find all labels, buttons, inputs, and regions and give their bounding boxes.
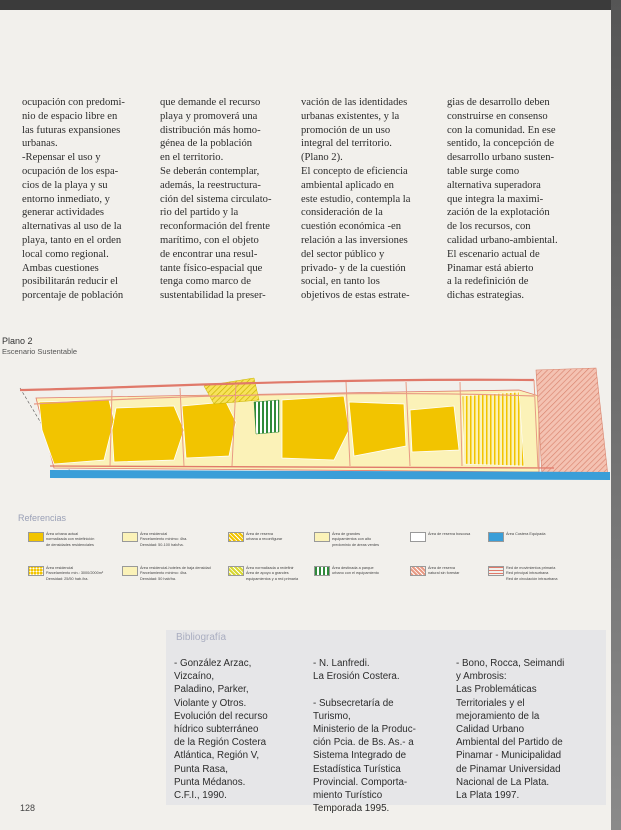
text-line: El escenario actual de [447,248,540,260]
bibliography-line: La Erosión Costera. [313,671,400,683]
text-line: que integra la maximi- [447,193,544,205]
legend-label-line: Área normalizada a redefinir [246,566,294,570]
bibliography-line: Calidad Urbano [456,724,525,736]
text-line: posibilitarán reducir el [22,276,118,288]
legend-label-line: predominio de áreas verdes [332,542,380,547]
text-line: sustentabilidad la preser- [160,290,266,302]
bibliography-line: - González Arzac, Vizcaíno, [174,658,252,683]
text-line: sentido, la concepción de [447,138,555,150]
bibliography-line: C.F.I., 1990. [174,790,227,802]
reserve-hatch-zone [204,378,259,404]
text-line: en el territorio. [160,152,224,164]
primary-road [20,380,534,390]
bibliography-line: Paladino, Parker, [174,684,249,696]
legend-label [332,532,412,548]
legend-swatch [228,566,244,576]
text-line: ambiental aplicado en [301,179,394,191]
bibliography-line: Territoriales y el [456,697,525,709]
legend-label-line: Densidad: 50 hab/ha. [140,576,177,581]
text-line: privado- y de la cuestión [301,262,406,274]
legend-label [506,566,586,582]
text-line: relación a las inversiones [301,234,408,246]
park-zone [254,400,279,434]
legend-swatch [28,566,44,576]
text-line: vación de las identidades [301,97,408,108]
text-line: marítimo, con el objeto [160,234,259,246]
bibliography-line: ción Pcia. de Bs. As.- a [313,737,414,749]
text-line: rio del partido y la [160,207,239,219]
text-line: construirse en consenso [447,110,548,122]
text-column-4 [447,96,577,303]
text-line: dichas estrategias. [447,290,525,302]
legend-swatch [228,532,244,542]
legend-title: Referencias [18,513,67,523]
legend-label-line: Densidad: 25/50 hab./ha. [46,576,89,581]
legend-label-line: Parcelamiento mínimo: 4ha. [140,537,188,542]
text-line: además, la reestructura- [160,179,261,191]
legend-swatch [314,532,330,542]
text-line: playa, tanto en el orden [22,234,122,246]
legend-label [332,566,412,577]
map-subtitle: Escenario Sustentable [2,347,78,356]
text-line: objetivos de estas estrate- [301,290,410,302]
legend-label [46,532,126,548]
text-line: cios de la playa y su [22,179,108,191]
text-line: social, en tanto los [301,276,380,288]
text-column-3 [301,96,427,303]
text-line: este estudio, contempla la [301,193,411,205]
text-column-2 [160,96,286,303]
bibliography-line: Temporada 1995. [313,803,390,815]
legend-label-line: de densidades residenciales [46,542,94,547]
text-line: desarrollo urbano susten- [447,152,555,164]
legend-label-line: equipamientos con alto [332,537,372,542]
text-line: que demande el recurso [160,97,261,108]
text-line: porcentaje de población [22,290,124,302]
text-line: Se deberán contemplar, [160,165,260,177]
text-line: con la comunidad. En ese [447,124,556,136]
bibliography-line: de Pinamar Universidad [456,763,561,775]
text-line: tante físico-espacial que [160,262,263,274]
text-line: génea de la población [160,138,253,150]
legend-label-line: urbano con el equipamiento [332,571,379,576]
text-line: playa y promoverá una [160,110,258,122]
legend-label-line: Área de reserva boscosa [428,532,471,536]
text-line: gias de desarrollo deben [447,97,550,108]
legend-swatch [314,566,330,576]
legend-swatch [28,532,44,542]
legend-label-line: Red de circulación intraurbana [506,576,558,581]
map-title: Plano 2 [2,336,33,346]
text-line: entorno inmediato, y [22,193,110,205]
text-line: ción del sistema circulato- [160,193,272,205]
text-line: promoción de un uso [301,124,391,136]
bibliography-line: mejoramiento de la [456,710,540,722]
bibliography-line: hídrico subterráneo [174,724,259,736]
residential-stripe-zone [462,392,524,466]
page-number: 128 [20,803,36,813]
bibliography-line: Estadística Turística [313,763,401,775]
text-line: (Plano 2). [301,152,343,164]
top-scan-edge [0,0,621,10]
bibliography-line: Nacional de La Plata. [456,776,550,788]
legend-label-line: Parcelamiento mín.: 3000/2000m² [46,571,104,576]
bibliography-line: Punta Rasa, [174,763,228,775]
text-column-1 [22,96,142,303]
natural-reserve-zone [536,368,608,476]
legend-label [506,532,586,537]
text-line: Pinamar está abierto [447,262,534,274]
bibliography-line [313,683,428,696]
text-line: integral del territorio. [301,138,392,150]
legend-swatch [410,566,426,576]
bibliography-line: La Plata 1997. [456,790,520,802]
sustainable-scenario-map [14,360,614,485]
text-line: calidad urbano-ambiental. [447,234,558,246]
text-line: alternativas al uso de la [22,221,122,233]
text-line: zación de la explotación [447,207,550,219]
bibliography-line: Ambiental del Partido de [456,737,563,749]
legend-label-line: Parcelamiento mínimo: 4ha. [140,571,188,576]
legend-label [140,532,220,548]
bibliography-line: miento Turístico [313,790,383,802]
text-line: ocupación con predomi- [22,97,125,108]
legend-label-line: natural sin forestar [428,571,460,576]
text-line: El concepto de eficiencia [301,165,408,177]
bibliography-line: Atlántica, Región V, [174,750,260,762]
legend-label-line: Área Costera Equipada [506,532,546,536]
bibliography-line: Pinamar - Municipalidad [456,750,562,762]
text-line: del sector público y [301,248,385,260]
legend-swatch [410,532,426,542]
text-line: de encontrar una resul- [160,248,258,260]
text-line: Ambas cuestiones [22,262,99,274]
text-line: a la redefinición de [447,276,529,288]
legend-label-line: Área residencial [140,532,168,536]
text-line: generar actividades [22,207,105,219]
text-line: nio de espacio libre en [22,110,118,122]
legend-label-line: Red principal intraurbana [506,571,549,576]
bibliography-column-2 [313,657,428,815]
legend-label-line: Área destinada a parque [332,566,374,570]
bibliography-line: Evolución del recurso [174,710,268,722]
bibliography-line: Provincial. Comporta- [313,776,408,788]
bibliography-line: Las Problemáticas [456,684,537,696]
text-line: distribución más homo- [160,124,261,136]
bibliography-line: - Subsecretaría de Turismo, [313,697,394,722]
text-line: local como regional. [22,248,109,260]
legend-label-line: Área de grandes [332,532,361,536]
legend-label [140,566,220,582]
legend-label-line: normalizada con redefinición [46,537,95,542]
map-legend [14,512,614,598]
text-line: ocupación de los espa- [22,165,119,177]
legend-label [46,566,126,582]
text-line: las futuras expansiones [22,124,121,136]
text-line: cuestión económica -en [301,221,402,233]
bibliography-column-1 [174,657,294,802]
legend-label-line: Área urbana actual [46,532,79,536]
legend-label-line: Red de movimientos primaria [506,566,556,570]
bibliography-column-3 [456,657,571,802]
legend-label-line: Área residencial [46,566,74,570]
legend-swatch [122,566,138,576]
bibliography-line: - N. Lanfredi. [313,658,370,669]
bibliography-title: Bibliografía [176,632,227,643]
text-line: table surge como [447,165,520,177]
text-line: de los recursos, con [447,221,531,233]
bibliography-line: - Bono, Rocca, Seimandi [456,658,565,669]
bibliography-line: Ministerio de la Produc- [313,724,416,736]
text-line: urbanas existentes, y la [301,110,400,122]
text-line: alternativa superadora [447,179,541,191]
bibliography-line: Punta Médanos. [174,776,246,788]
legend-swatch [488,566,504,576]
text-line: consideración de la [301,207,383,219]
text-line: reconformación del frente [160,221,270,233]
legend-label-line: Área de apoyo a grandes [246,571,289,576]
text-line: -Repensar el uso y [22,152,101,164]
legend-swatch [122,532,138,542]
bibliography-line: y Ambrosis: [456,671,507,683]
text-line: tenga como marco de [160,276,251,288]
bibliography-line: de la Región Costera [174,737,267,749]
bibliography-line: Sistema Integrado de [313,750,407,762]
legend-label-line: Densidad: 50-100 hab/ha. [140,542,184,547]
legend-label-line: Área de reserva [246,532,274,536]
legend-label-line: Área residencial-hoteles de baja densidad [140,566,211,570]
legend-label-line: urbana a reconfigurar [246,537,283,542]
legend-swatch [488,532,504,542]
legend-label-line: equipamientos y a red primaria [246,576,299,581]
legend-label-line: Área de reserva [428,566,456,570]
bibliography-line: Violante y Otros. [174,697,247,709]
text-line: urbanas. [22,138,58,150]
